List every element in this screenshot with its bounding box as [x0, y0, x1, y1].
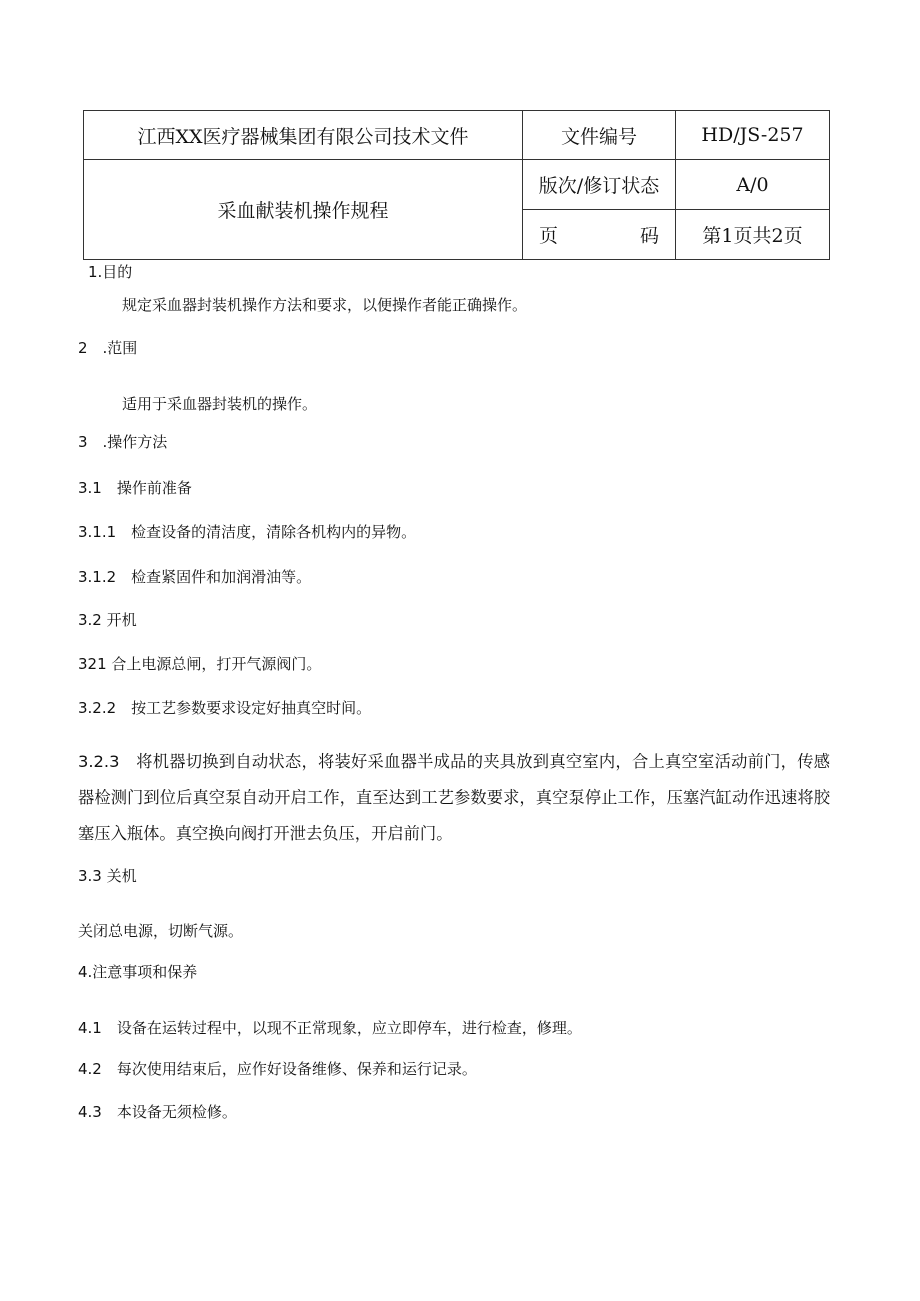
version: A/0 — [676, 160, 830, 210]
page-label-b: 码 — [639, 225, 659, 247]
section-heading: 1.目的 — [88, 263, 133, 281]
section-heading: 4.注意事项和保养 — [78, 963, 198, 981]
company-name: 江西XX医疗器械集团有限公司技术文件 — [84, 111, 523, 160]
page-label-a: 页 — [539, 225, 559, 247]
paragraph: 321 合上电源总闸，打开气源阀门。 — [78, 655, 322, 673]
paragraph: 规定采血器封装机操作方法和要求，以便操作者能正确操作。 — [122, 296, 528, 314]
document-title: 采血献装机操作规程 — [84, 160, 523, 260]
paragraph: 4.2 每次使用结束后，应作好设备维修、保养和运行记录。 — [78, 1060, 477, 1078]
doc-no: HD/JS-257 — [676, 111, 830, 160]
paragraph: 4.3 本设备无须检修。 — [78, 1103, 237, 1121]
version-label: 版次/修订状态 — [523, 160, 676, 210]
paragraph: 3.1.2 检查紧固件和加润滑油等。 — [78, 568, 312, 586]
page-number: 第1页共2页 — [676, 210, 830, 260]
subsection-heading: 3.1 操作前准备 — [78, 479, 192, 497]
section-heading: 2 .范围 — [78, 339, 138, 357]
paragraph: 关闭总电源，切断气源。 — [78, 922, 244, 940]
doc-no-label: 文件编号 — [523, 111, 676, 160]
subsection-heading: 3.2 开机 — [78, 611, 137, 629]
document-header-table — [83, 110, 830, 260]
paragraph: 3.1.1 检查设备的清洁度，清除各机构内的异物。 — [78, 523, 417, 541]
subsection-heading: 3.3 关机 — [78, 867, 137, 885]
paragraph: 适用于采血器封装机的操作。 — [122, 395, 318, 413]
section-heading: 3 .操作方法 — [78, 433, 168, 451]
paragraph: 3.2.3 将机器切换到自动状态，将装好采血器半成品的夹具放到真空室内，合上真空室活动前门，传感器检测门到位后真空泵自动开启工作，直至达到工艺参数要求，真空泵停止工作，压塞汽缸动作迅速将胶塞压入瓶体。真空换向阀打开泄去负压，开启前门。 — [78, 752, 830, 843]
page-label — [523, 210, 676, 260]
paragraph: 3.2.2 按工艺参数要求设定好抽真空时间。 — [78, 699, 372, 717]
paragraph: 4.1 设备在运转过程中，以现不正常现象，应立即停车，进行检查，修理。 — [78, 1019, 582, 1037]
